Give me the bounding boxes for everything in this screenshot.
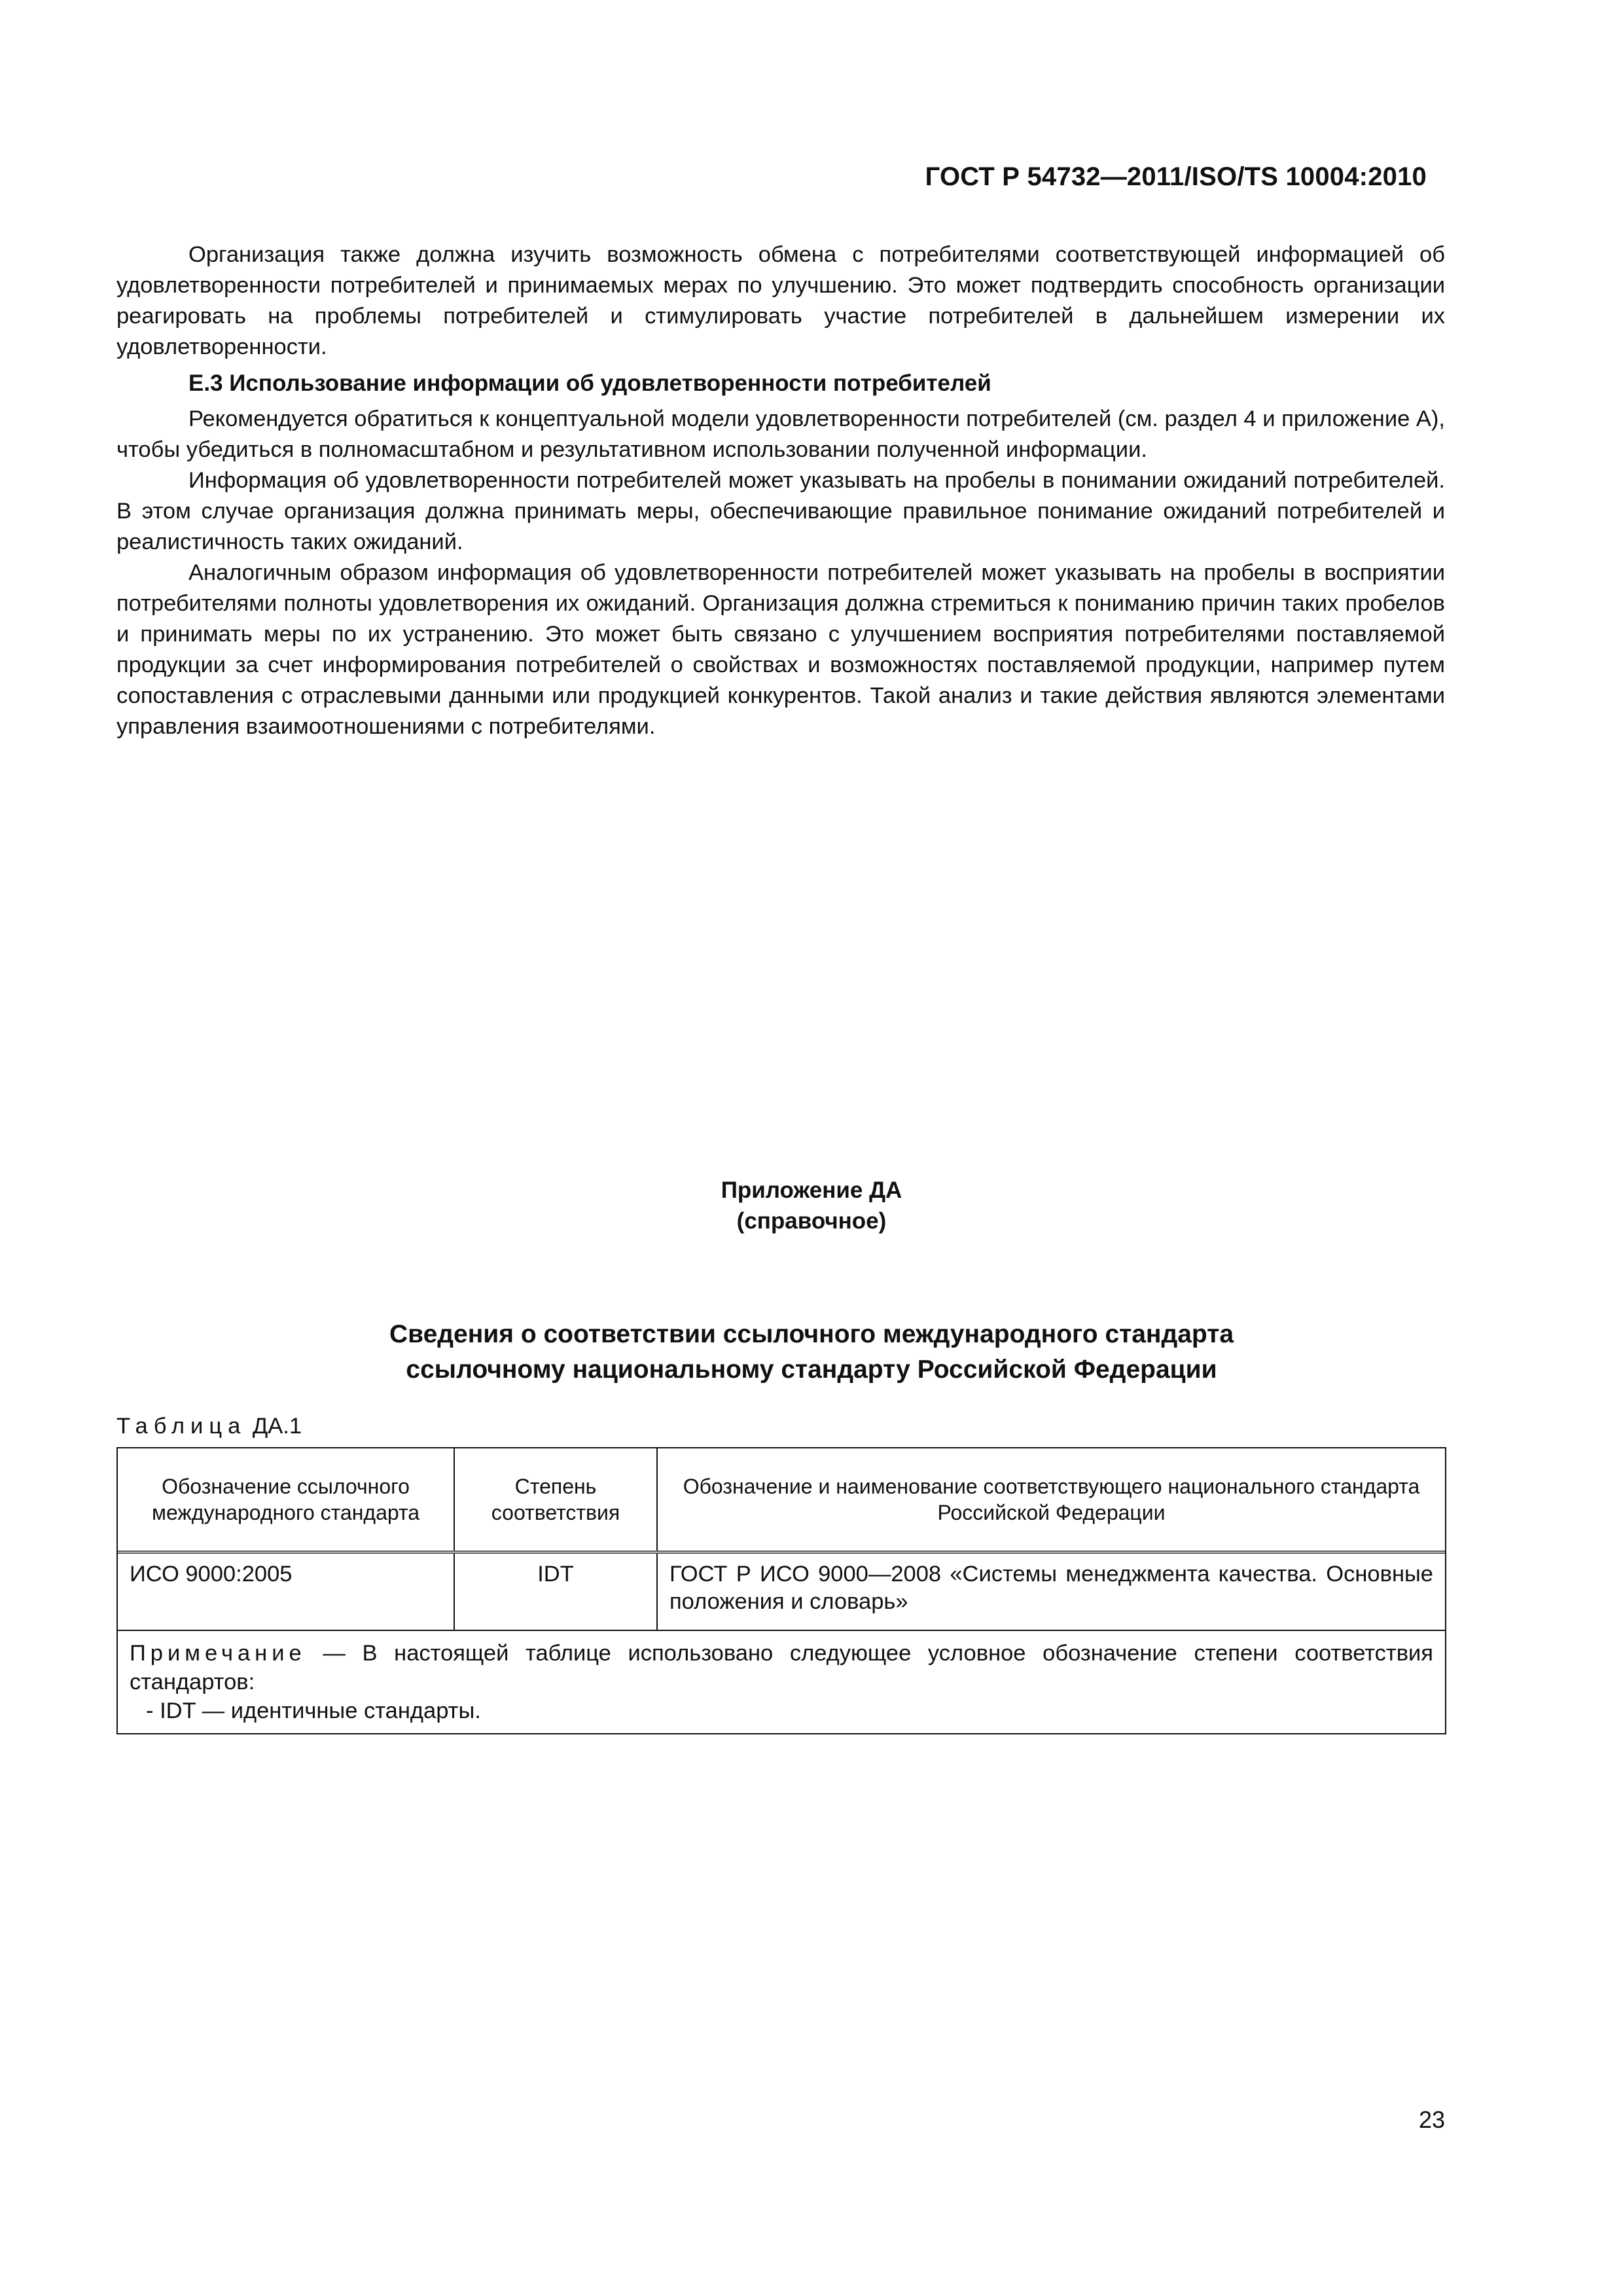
note-label: Примечание xyxy=(130,1641,306,1666)
annex-title-line: ссылочному национальному стандарту Российской Федерации xyxy=(406,1355,1217,1384)
annex-title xyxy=(0,1317,1623,1388)
table-caption-word: Таблица xyxy=(116,1414,247,1439)
paragraph: Рекомендуется обратиться к концептуальной модели удовлетворенности потребителей (см. раздел 4 и приложение А), чтобы убедиться в полномасштабном и результативном использовании полученной информации. xyxy=(116,406,1445,462)
section-heading: Е.3 Использование информации об удовлетворенности потребителей xyxy=(188,370,991,396)
table-header-cell: Степень соответствия xyxy=(455,1448,658,1551)
table-cell: ИСО 9000:2005 xyxy=(118,1554,455,1630)
table-note xyxy=(118,1631,1445,1733)
table-cell: IDT xyxy=(455,1554,658,1630)
annex-heading xyxy=(0,1175,1623,1236)
table-cell: ГОСТ Р ИСО 9000—2008 «Системы менеджмента качества. Основные положения и словарь» xyxy=(669,1562,1433,1614)
annex-status: (справочное) xyxy=(736,1208,887,1234)
table-row xyxy=(118,1554,1445,1631)
table-caption xyxy=(116,1414,302,1439)
paragraph: Организация также должна изучить возможность обмена с потребителями соответствующей информацией об удовлетворенности потребителей и принимаемых мерах по улучшению. Это может подтвердить способность организации реагировать на проблемы потребителей и стимулировать участие потребителей в дальнейшем измерении их удовлетворенности. xyxy=(116,242,1445,359)
annex-label: Приложение ДА xyxy=(721,1177,902,1203)
document-designation: ГОСТ Р 54732—2011/ISO/TS 10004:2010 xyxy=(925,162,1427,191)
note-body: — В настоящей таблице использовано следующее условное обозначение степени соответствия стандартов: xyxy=(130,1641,1433,1695)
paragraph: Информация об удовлетворенности потребителей может указывать на пробелы в понимании ожиданий потребителей. В этом случае организация должна принимать меры, обеспечивающие правильное понимание ожиданий потребителей и реалистичность таких ожиданий. xyxy=(116,468,1445,554)
correspondence-table xyxy=(116,1447,1446,1734)
paragraph: Аналогичным образом информация об удовлетворенности потребителей может указывать на пробелы в восприятии потребителями полноты удовлетворения их ожиданий. Организация должна стремиться к пониманию причин таких пробелов и принимать меры по их устранению. Это может быть связано с улучшением восприятия потребителями поставляемой продукции за счет информирования потребителей о свойствах и возможностях поставляемой продукции, например путем сопоставления с отраслевыми данными или продукцией конкурентов. Такой анализ и такие действия являются элементами управления взаимоотношениями с потребителями. xyxy=(116,560,1445,739)
annex-title-line: Сведения о соответствии ссылочного международного стандарта xyxy=(389,1320,1234,1348)
table-header-row xyxy=(118,1448,1445,1554)
table-header-cell: Обозначение и наименование соответствующего национального стандарта Российской Федерации xyxy=(683,1475,1420,1524)
page-number: 23 xyxy=(1418,2106,1445,2133)
note-item: - IDT — идентичные стандарты. xyxy=(146,1698,481,1723)
note-text xyxy=(130,1639,1433,1696)
table-caption-number: ДА.1 xyxy=(252,1414,302,1439)
table-note-row xyxy=(118,1631,1445,1733)
body-text xyxy=(116,240,1445,742)
table-header-cell: Обозначение ссылочного международного стандарта xyxy=(118,1448,455,1551)
